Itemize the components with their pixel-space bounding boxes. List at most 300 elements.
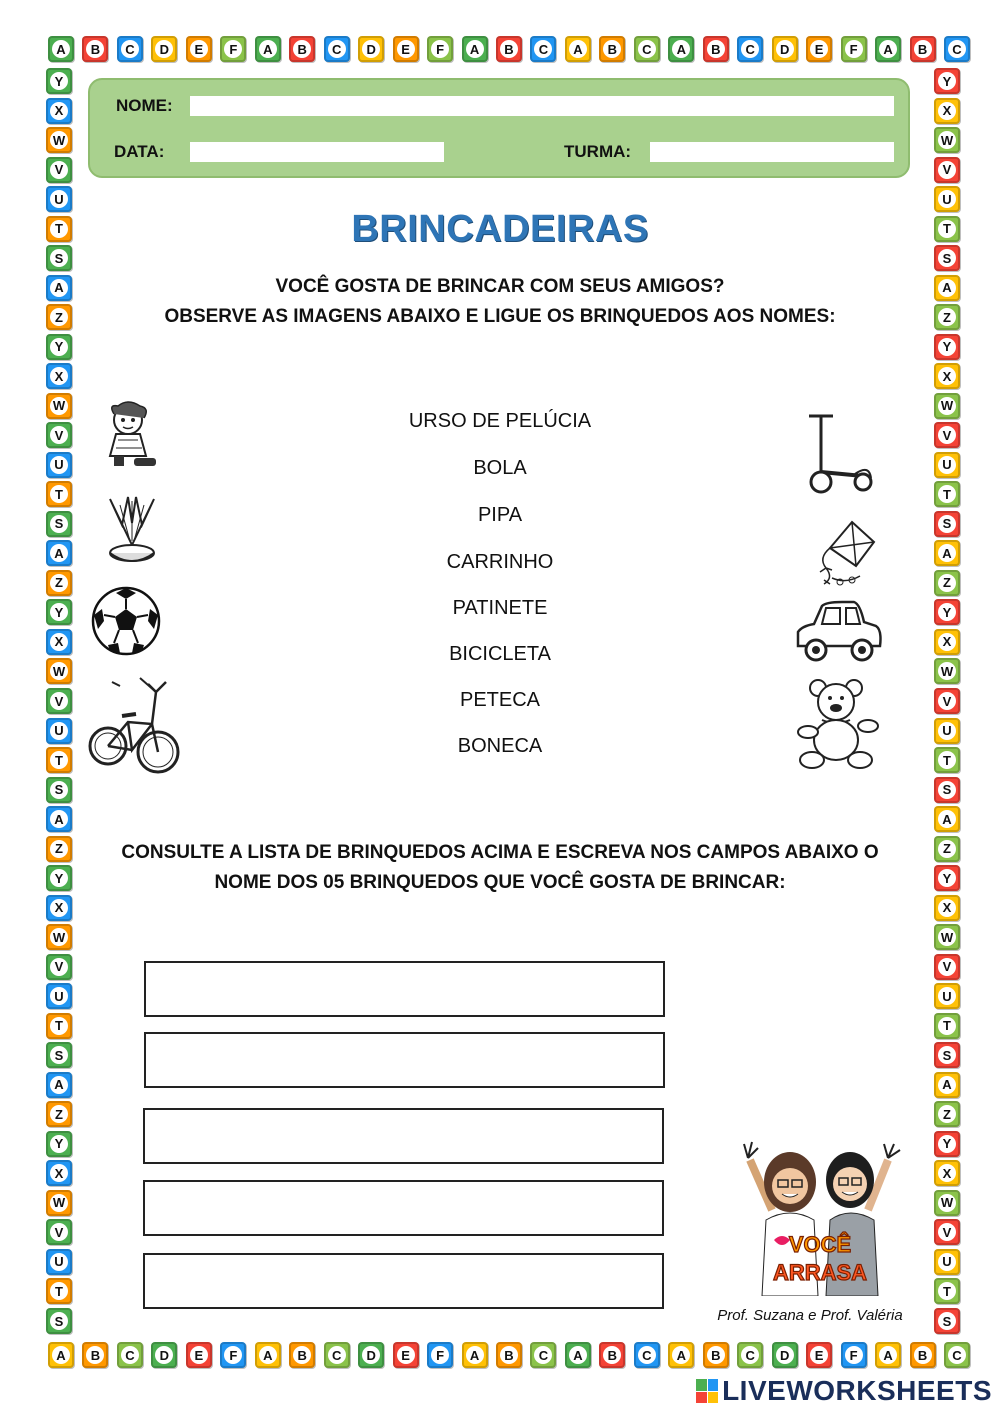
letter-block-letter: D [362,40,380,58]
letter-block-letter: C [121,40,139,58]
letter-block-letter: Z [50,574,68,592]
letter-block [46,1013,72,1039]
letter-block [46,68,72,94]
letter-block-letter: A [672,40,690,58]
letter-block [220,36,246,62]
letter-block [934,1190,960,1216]
letter-block-letter: Z [938,840,956,858]
answer-box[interactable] [144,961,665,1017]
letter-block [46,570,72,596]
letter-block-letter: W [938,131,956,149]
letter-block [289,1342,315,1368]
letter-block-letter: Y [938,869,956,887]
letter-block [703,36,729,62]
letter-block-letter: V [50,958,68,976]
letter-block-letter: Y [938,72,956,90]
letter-block [46,1190,72,1216]
credit-text: Prof. Suzana e Prof. Valéria [717,1307,903,1324]
letter-block-letter: A [466,40,484,58]
letter-block [48,1342,74,1368]
letter-block [46,806,72,832]
letter-block-letter: S [50,515,68,533]
instruction-line-2: OBSERVE AS IMAGENS ABAIXO E LIGUE OS BRINQUEDOS AOS NOMES: [164,306,836,327]
letter-block-letter: B [500,40,518,58]
letter-block [46,658,72,684]
letter-block [934,924,960,950]
letter-block-letter: T [938,751,956,769]
letter-block-letter: S [938,1046,956,1064]
letter-block-letter: B [603,40,621,58]
letter-block-letter: B [86,40,104,58]
letter-block [358,36,384,62]
letter-block [46,481,72,507]
letter-block-letter: T [50,220,68,238]
brand-text: LIVEWORKSHEETS [722,1375,992,1406]
letter-block [910,1342,936,1368]
letter-block-letter: Z [938,574,956,592]
letter-block [934,688,960,714]
letter-block-letter: E [397,1346,415,1364]
letter-block-letter: A [569,1346,587,1364]
letter-block [117,36,143,62]
letter-block [944,36,970,62]
letter-block-letter: Z [938,308,956,326]
letter-block-letter: W [50,928,68,946]
toy-word[interactable]: URSO DE PELÚCIA [408,410,592,432]
letter-block-letter: T [50,751,68,769]
letter-block [289,36,315,62]
letter-block [46,1072,72,1098]
letter-block-letter: B [293,1346,311,1364]
liveworksheets-logo-icon [696,1379,718,1403]
letter-block-letter: T [938,220,956,238]
letter-block-letter: C [534,1346,552,1364]
letter-block [944,1342,970,1368]
second-instruction-line-2: NOME DOS 05 BRINQUEDOS QUE VOCÊ GOSTA DE BRINCAR: [214,872,786,893]
letter-block-letter: D [155,1346,173,1364]
toy-word[interactable]: BOLA [473,457,527,479]
letter-block-letter: V [938,958,956,976]
letter-block-letter: U [938,1253,956,1271]
letter-block-letter: B [603,1346,621,1364]
letter-block [934,1160,960,1186]
letter-block-letter: Y [938,338,956,356]
letter-block-letter: V [938,1223,956,1241]
second-instruction-line-1: CONSULTE A LISTA DE BRINQUEDOS ACIMA E ESCREVA NOS CAMPOS ABAIXO O [121,842,879,863]
letter-block [46,1278,72,1304]
letter-block-letter: W [50,397,68,415]
letter-block-letter: A [938,1076,956,1094]
letter-block-letter: U [50,190,68,208]
letter-block [934,452,960,478]
letter-block [46,127,72,153]
name-field[interactable] [190,96,894,116]
letter-block-letter: X [50,1164,68,1182]
letter-block [599,1342,625,1368]
letter-block [151,1342,177,1368]
letter-block [599,36,625,62]
letter-block [737,1342,763,1368]
letter-block-letter: B [914,1346,932,1364]
letter-block-letter: T [50,1282,68,1300]
letter-block [46,895,72,921]
toy-word[interactable]: CARRINHO [446,551,554,573]
letter-block-letter: T [50,485,68,503]
letter-block-letter: W [50,131,68,149]
letter-block-letter: B [500,1346,518,1364]
letter-block [806,36,832,62]
letter-block [46,452,72,478]
letter-block [117,1342,143,1368]
letter-block-letter: X [938,367,956,385]
letter-block [934,334,960,360]
letter-block-letter: A [50,544,68,562]
letter-block-letter: W [938,397,956,415]
letter-block-letter: C [121,1346,139,1364]
kite-icon[interactable] [812,518,878,588]
letter-block-letter: V [938,692,956,710]
letter-block [186,1342,212,1368]
letter-block-letter: A [672,1346,690,1364]
letter-block [703,1342,729,1368]
letter-block-letter: F [431,40,449,58]
letter-block-letter: C [741,1346,759,1364]
letter-block-letter: S [938,249,956,267]
letter-block [934,157,960,183]
letter-block [934,1278,960,1304]
letter-block-letter: T [938,1282,956,1300]
letter-block-letter: T [50,1017,68,1035]
letter-block-letter: Y [50,72,68,90]
letter-block [46,1101,72,1127]
letter-block-letter: F [224,40,242,58]
letter-block [668,1342,694,1368]
letter-block-letter: U [50,1253,68,1271]
teachers-mascot-icon [738,1140,908,1296]
letter-block-letter: T [938,1017,956,1035]
letter-block [934,363,960,389]
letter-block [46,983,72,1009]
letter-block-letter: U [50,987,68,1005]
letter-block [530,36,556,62]
letter-block [934,954,960,980]
letter-block-letter: V [50,426,68,444]
letter-block-letter: A [569,40,587,58]
letter-block-letter: Y [50,338,68,356]
letter-block [934,481,960,507]
letter-block-letter: Y [50,1135,68,1153]
letter-block [46,157,72,183]
letter-block [186,36,212,62]
class-label: TURMA: [564,142,632,161]
letter-block-letter: E [810,40,828,58]
letter-block [46,1160,72,1186]
letter-block-letter: U [50,722,68,740]
letter-block [46,629,72,655]
letter-block [46,1308,72,1334]
letter-block-letter: Y [50,869,68,887]
letter-block [393,1342,419,1368]
letter-block-letter: A [259,1346,277,1364]
letter-block-letter: C [741,40,759,58]
letter-block-letter: U [938,722,956,740]
letter-block-letter: A [938,544,956,562]
letter-block [934,511,960,537]
letter-block-letter: A [50,1076,68,1094]
mascot-text-line-1: VOCÊ [788,1232,852,1257]
letter-block [46,334,72,360]
letter-block [934,422,960,448]
letter-block [934,658,960,684]
letter-block-letter: X [50,899,68,917]
letter-block-letter: C [328,1346,346,1364]
letter-block-letter: C [948,40,966,58]
letter-block [934,806,960,832]
letter-block-letter: E [397,40,415,58]
letter-block [46,718,72,744]
letter-block-letter: F [845,40,863,58]
date-field[interactable] [190,142,444,162]
student-info-panel [88,78,910,178]
letter-block [875,36,901,62]
letter-block-letter: D [776,1346,794,1364]
letter-block-letter: E [190,1346,208,1364]
toy-word[interactable]: PATINETE [452,597,548,619]
letter-block [934,1101,960,1127]
name-label: NOME: [116,96,173,115]
soccer-ball-icon[interactable] [90,585,162,657]
letter-block [46,511,72,537]
letter-block-letter: U [938,987,956,1005]
letter-block-letter: A [938,279,956,297]
letter-block-letter: S [50,249,68,267]
letter-block [46,540,72,566]
letter-block-letter: C [534,40,552,58]
letter-block-letter: A [879,40,897,58]
shuttlecock-icon[interactable] [100,495,164,567]
letter-block-letter: B [914,40,932,58]
letter-block-letter: E [190,40,208,58]
letter-block [934,1249,960,1275]
letter-block [934,1072,960,1098]
letter-block [934,540,960,566]
letter-block-letter: Y [938,1135,956,1153]
letter-block-letter: Y [938,603,956,621]
letter-block [934,1219,960,1245]
letter-block-letter: W [938,1194,956,1212]
letter-block-letter: X [50,102,68,120]
letter-block [393,36,419,62]
letter-block-letter: V [938,426,956,444]
letter-block-letter: C [638,1346,656,1364]
letter-block-letter: A [52,1346,70,1364]
letter-block [634,36,660,62]
letter-block [772,1342,798,1368]
letter-block-letter: V [50,161,68,179]
letter-block [46,1131,72,1157]
letter-block [46,98,72,124]
letter-block-letter: D [155,40,173,58]
letter-block-letter: A [52,40,70,58]
letter-block [82,36,108,62]
letter-block [934,1042,960,1068]
letter-block-letter: X [938,633,956,651]
letter-block [46,363,72,389]
toy-word[interactable]: BONECA [457,735,543,757]
letter-block-letter: S [50,1312,68,1330]
letter-block-letter: X [938,1164,956,1182]
letter-block [496,36,522,62]
letter-block [910,36,936,62]
letter-block [841,36,867,62]
letter-block-letter: S [938,1312,956,1330]
toy-word[interactable]: BICICLETA [449,643,551,665]
letter-block [737,36,763,62]
answer-box[interactable] [143,1180,664,1236]
letter-block-letter: Y [50,603,68,621]
letter-block [324,36,350,62]
letter-block [934,629,960,655]
letter-block [668,36,694,62]
letter-block [934,98,960,124]
letter-block [934,127,960,153]
letter-block [934,777,960,803]
page-title: BRINCADEIRAS [351,208,649,250]
letter-block-letter: A [259,40,277,58]
letter-block-letter: B [86,1346,104,1364]
letter-block [934,570,960,596]
letter-block-letter: Z [50,1105,68,1123]
letter-block-letter: W [938,928,956,946]
answer-box[interactable] [144,1032,665,1088]
letter-block-letter: B [707,1346,725,1364]
letter-block [934,1308,960,1334]
toy-word[interactable]: PETECA [459,689,541,711]
letter-block-letter: S [50,781,68,799]
letter-block-letter: A [50,810,68,828]
letter-block [934,718,960,744]
letter-block [48,36,74,62]
letter-block-letter: A [938,810,956,828]
toy-word[interactable]: PIPA [477,504,523,526]
letter-block-letter: X [938,899,956,917]
letter-block [46,599,72,625]
letter-block [934,599,960,625]
letter-block [875,1342,901,1368]
letter-block [934,895,960,921]
letter-block [151,36,177,62]
letter-block-letter: D [776,40,794,58]
letter-block [634,1342,660,1368]
letter-block [462,1342,488,1368]
letter-block [220,1342,246,1368]
letter-block-letter: W [50,1194,68,1212]
letter-block [255,1342,281,1368]
letter-block [82,1342,108,1368]
scooter-icon[interactable] [805,412,875,498]
instruction-line-1: VOCÊ GOSTA DE BRINCAR COM SEUS AMIGOS? [275,276,725,297]
letter-block [565,1342,591,1368]
letter-block-letter: X [50,367,68,385]
letter-block [324,1342,350,1368]
letter-block-letter: A [50,279,68,297]
letter-block [806,1342,832,1368]
letter-block-letter: U [938,190,956,208]
letter-block-letter: Z [938,1105,956,1123]
letter-block [46,688,72,714]
letter-block-letter: S [938,781,956,799]
letter-block [934,1013,960,1039]
teddy-bear-icon[interactable] [796,676,880,770]
letter-block [427,36,453,62]
letter-block [46,422,72,448]
letter-block [46,1042,72,1068]
letter-block-letter: U [938,456,956,474]
letter-block-letter: V [938,161,956,179]
letter-block-letter: F [431,1346,449,1364]
letter-block-letter: X [938,102,956,120]
letter-block [934,393,960,419]
letter-block-letter: F [224,1346,242,1364]
letter-block [772,36,798,62]
letter-block [46,747,72,773]
letter-block [46,1219,72,1245]
letter-block [46,777,72,803]
mascot-text-line-2: ARRASA [772,1260,868,1285]
letter-block-letter: S [50,1046,68,1064]
class-field[interactable] [650,142,894,162]
letter-block-letter: X [50,633,68,651]
letter-block [462,36,488,62]
letter-block-letter: W [938,662,956,680]
letter-block-letter: Z [50,308,68,326]
letter-block-letter: S [938,515,956,533]
letter-block [934,983,960,1009]
letter-block-letter: V [50,692,68,710]
letter-block [46,1249,72,1275]
letter-block-letter: C [638,40,656,58]
bicycle-icon[interactable] [86,672,182,778]
answer-box[interactable] [143,1108,664,1164]
liveworksheets-brand[interactable] [696,1375,992,1407]
car-icon[interactable] [792,596,884,668]
letter-block-letter: B [293,40,311,58]
letter-block [358,1342,384,1368]
letter-block [255,36,281,62]
letter-block-letter: E [810,1346,828,1364]
date-label: DATA: [114,142,165,161]
letter-block [46,924,72,950]
letter-block-letter: W [50,662,68,680]
letter-block [934,747,960,773]
letter-block [934,68,960,94]
letter-block-letter: B [707,40,725,58]
letter-block [530,1342,556,1368]
letter-block [934,1131,960,1157]
doll-icon[interactable] [100,400,166,472]
letter-block-letter: A [879,1346,897,1364]
letter-block-letter: D [362,1346,380,1364]
letter-block-letter: V [50,1223,68,1241]
letter-block [46,393,72,419]
letter-block [427,1342,453,1368]
letter-block-letter: T [938,485,956,503]
letter-block-letter: C [328,40,346,58]
answer-box[interactable] [143,1253,664,1309]
letter-block-letter: C [948,1346,966,1364]
letter-block [496,1342,522,1368]
letter-block [841,1342,867,1368]
